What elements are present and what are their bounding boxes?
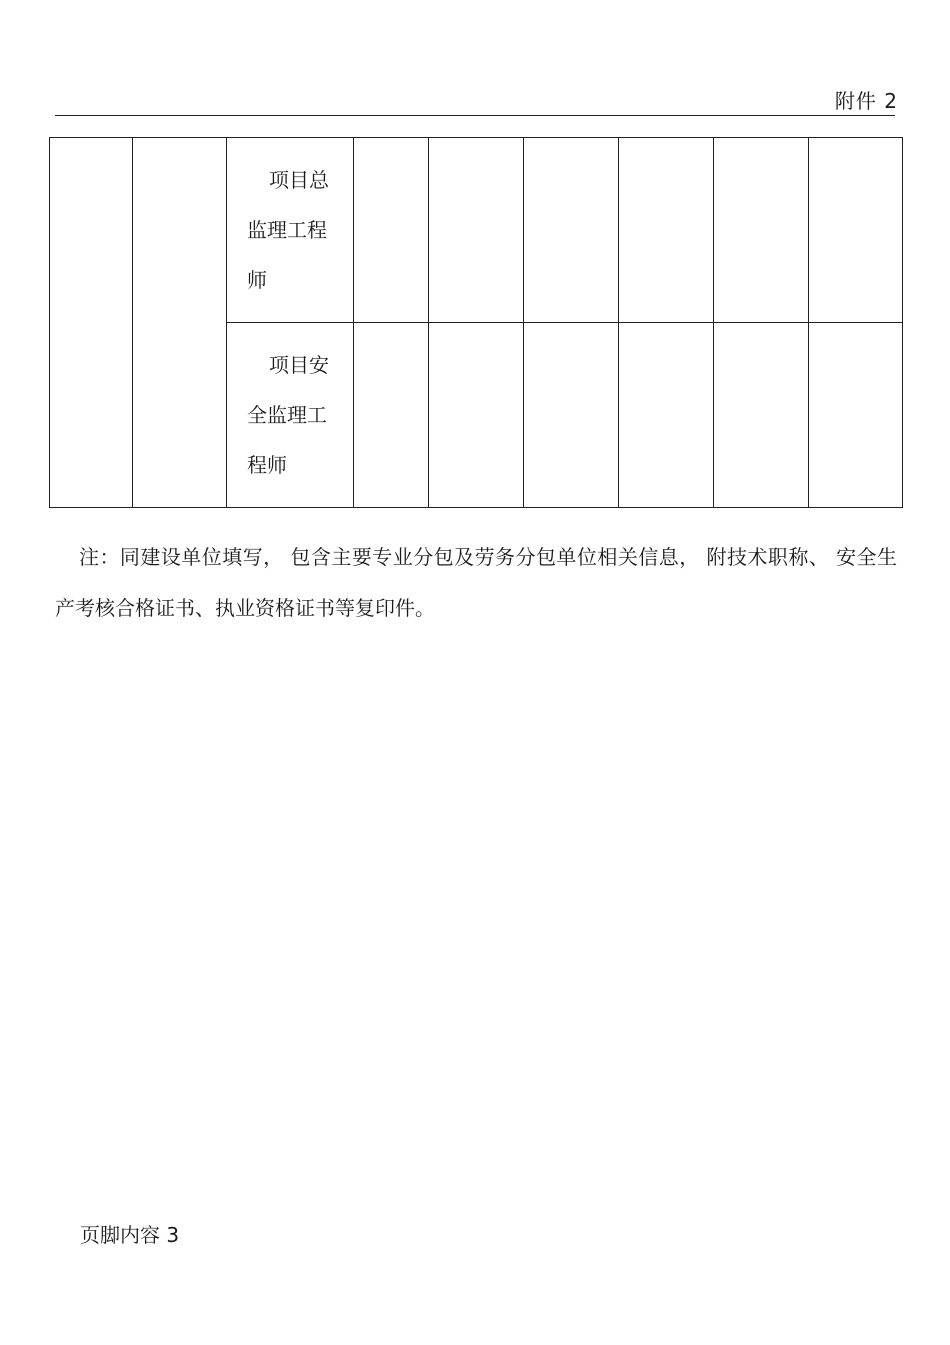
table-cell[interactable] [619, 138, 714, 323]
table-cell[interactable] [524, 138, 619, 323]
merged-cell-col2[interactable] [133, 138, 227, 508]
role-label: 项目总监理工程师 [247, 168, 329, 292]
role-label: 项目安全监理工程师 [247, 353, 329, 477]
header-divider [55, 115, 895, 116]
page-footer: 页脚内容 3 [80, 1223, 180, 1247]
note-paragraph: 注：同建设单位填写， 包含主要专业分包及劳务分包单位相关信息， 附技术职称、 安全生产考核合格证书、执业资格证书等复印件。 [55, 545, 897, 620]
merged-cell-col1[interactable] [50, 138, 133, 508]
table-cell[interactable] [809, 323, 903, 508]
table-cell[interactable] [809, 138, 903, 323]
personnel-table [49, 137, 903, 508]
table-cell[interactable] [429, 138, 524, 323]
role-cell-chief-supervisor [227, 138, 354, 323]
attachment-label: 附件 2 [834, 89, 898, 113]
table-cell[interactable] [714, 138, 809, 323]
table-cell[interactable] [619, 323, 714, 508]
table-cell[interactable] [714, 323, 809, 508]
table-cell[interactable] [354, 138, 429, 323]
role-cell-safety-supervisor [227, 323, 354, 508]
table-cell[interactable] [524, 323, 619, 508]
table-cell[interactable] [429, 323, 524, 508]
table-row [50, 138, 903, 323]
table-cell[interactable] [354, 323, 429, 508]
